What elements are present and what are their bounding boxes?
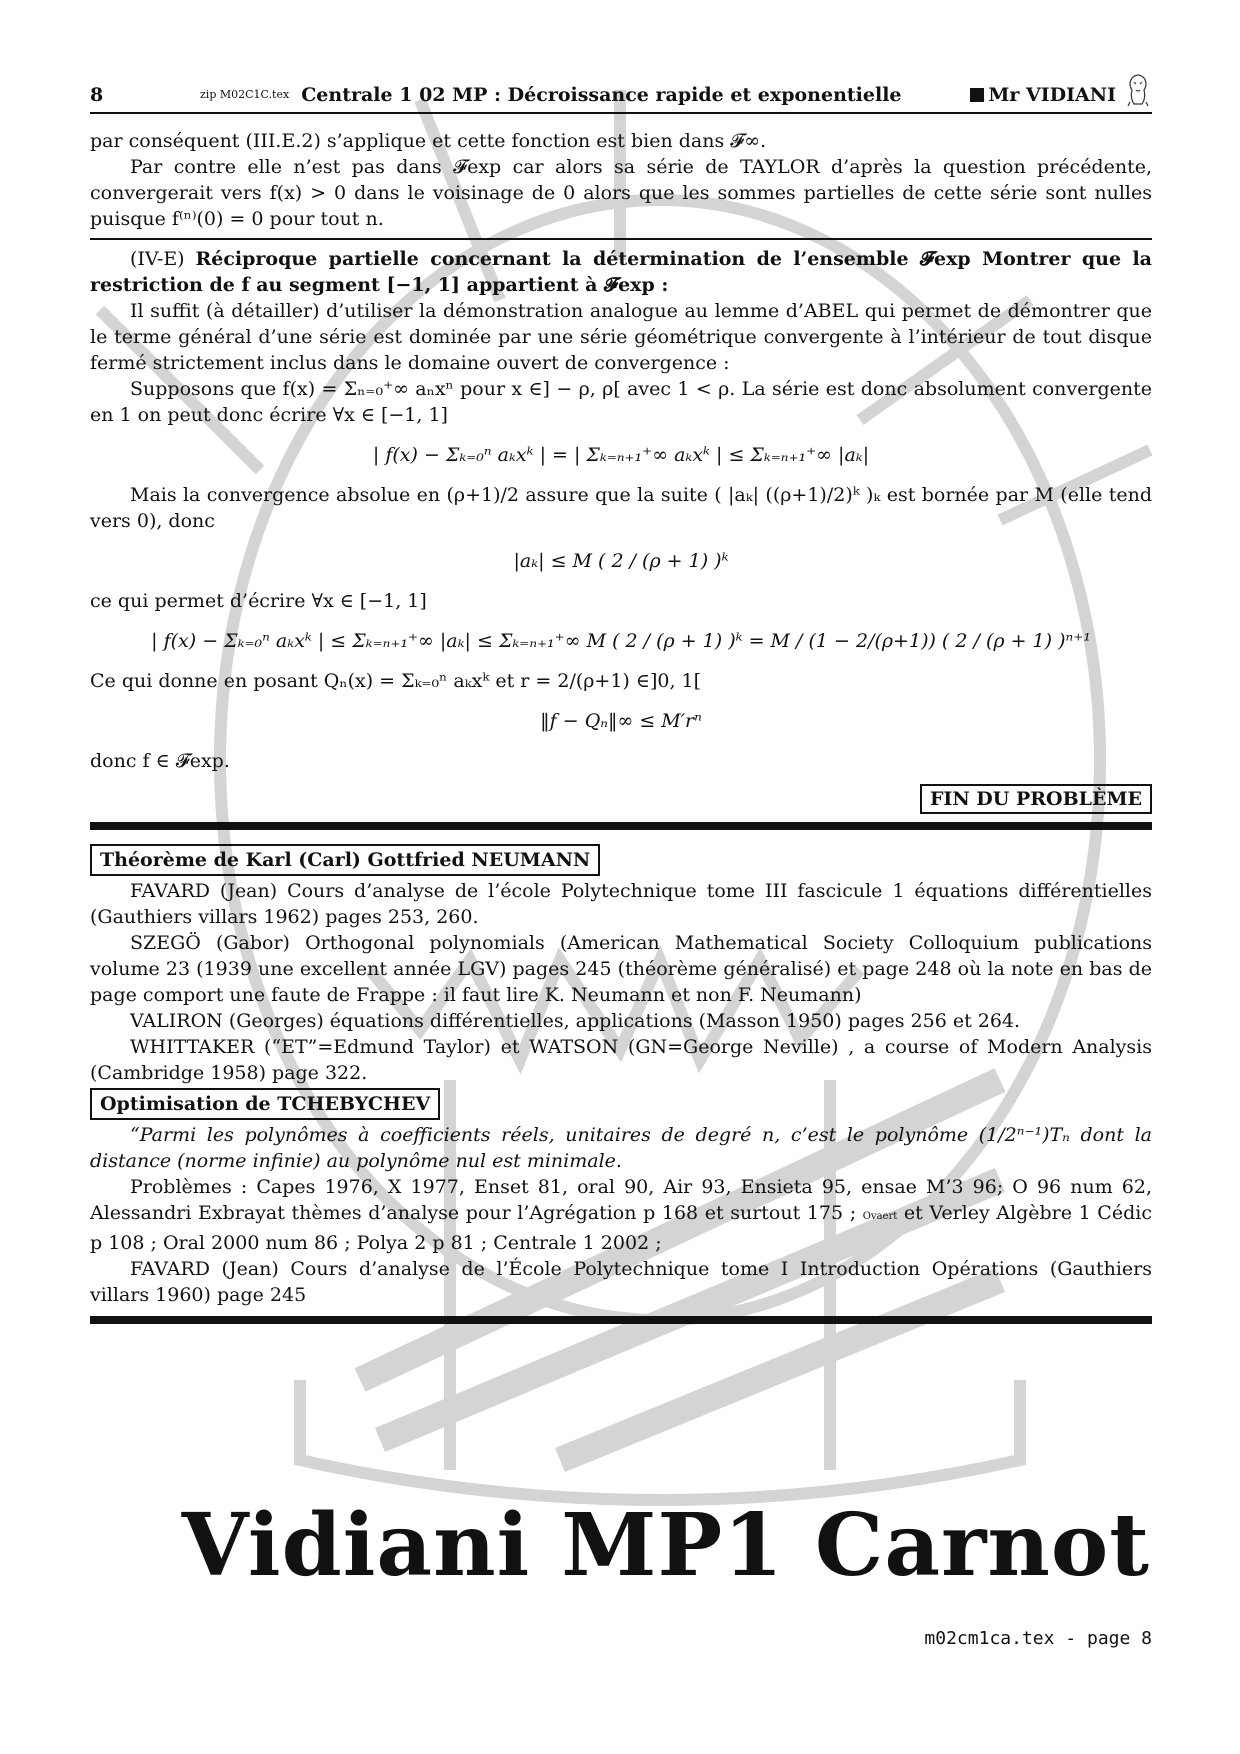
thick-divider-2 <box>90 1316 1152 1324</box>
brand-title: Vidiani MP1 Carnot <box>181 1495 1150 1596</box>
equation-3-text: | f(x) − Σₖ₌₀ⁿ aₖxᵏ | ≤ Σₖ₌ₙ₊₁⁺∞ |aₖ| ≤ Σₖ₌ₙ₊₁⁺∞ M ( 2 / (ρ + 1) )ᵏ = M / (1 − 2/(ρ+1)) ( 2 / (ρ + 1) )ⁿ⁺¹ <box>151 630 1091 652</box>
equation-1-text: | f(x) − Σₖ₌₀ⁿ aₖxᵏ | = | Σₖ₌ₙ₊₁⁺∞ aₖxᵏ | ≤ Σₖ₌ₙ₊₁⁺∞ |aₖ| <box>372 444 870 466</box>
end-label-wrap <box>90 784 1152 814</box>
section-heading <box>90 246 1152 298</box>
end-label: FIN DU PROBLÈME <box>920 784 1152 814</box>
section-paragraph-3: Mais la convergence absolue en (ρ+1)/2 assure que la suite ( |aₖ| ((ρ+1)/2)ᵏ )ₖ est bornée par M (elle tend vers 0), donc <box>90 484 1152 532</box>
problems-small: Ovaert <box>862 1211 898 1222</box>
section-divider <box>90 238 1152 246</box>
neumann-ref-1: FAVARD (Jean) Cours d’analyse de l’école Polytechnique tome III fascicule 1 équations différentielles (Gauthiers villars 1962) pages 253, 260. <box>90 880 1152 928</box>
problems-text-a: Problèmes : Capes 1976, X 1977, Enset 81, oral 90, Air 93, Ensieta 95, ensae M’3 96; O 96 num 62, Alessandri Exbrayat thèmes d’analyse pour l’Agrégation p 168 et surtout 175 ; <box>90 1176 1152 1224</box>
section-paragraph-2: Supposons que f(x) = Σₙ₌₀⁺∞ aₙxⁿ pour x ∈] − ρ, ρ[ avec 1 < ρ. La série est donc absolument convergente en 1 on peut donc écrire ∀x ∈ [−1, 1] <box>90 378 1152 426</box>
intro-paragraph: Par contre elle n’est pas dans 𝓕exp car alors sa série de TAYLOR d’après la question précédente, convergerait vers f(x) > 0 dans le voisinage de 0 alors que les sommes partielles de cette série sont nulles puisque f⁽ⁿ⁾(0) = 0 pour tout n. <box>90 156 1152 230</box>
square-icon <box>970 88 984 102</box>
footer-file: m02cm1ca.tex - page 8 <box>924 1628 1152 1649</box>
header-page-number: 8 <box>90 84 104 106</box>
tchebychev-problems <box>90 1174 1152 1256</box>
content <box>90 72 1152 1336</box>
equation-4-text: ‖f − Qₙ‖∞ ≤ M′rⁿ <box>540 710 702 732</box>
neumann-ref-3: VALIRON (Georges) équations différentielles, applications (Masson 1950) pages 256 et 264. <box>130 1010 1021 1032</box>
header-title: Centrale 1 02 MP : Décroissance rapide et exponentielle <box>301 84 902 106</box>
page-header <box>90 72 1152 114</box>
tchebychev-quote: “Parmi les polynômes à coefficients réels, unitaires de degré n, c’est le polynôme (1/2ⁿ⁻¹)Tₙ dont la distance (norme infinie) au polynôme nul est minimale. <box>90 1124 1152 1172</box>
neumann-ref-2: SZEGÖ (Gabor) Orthogonal polynomials (American Mathematical Society Colloquium publications volume 23 (1939 une excellent année LGV) pages 245 (théorème généralisé) et page 248 où la note en bas de page comport une faute de Frappe : il faut lire K. Neumann et non F. Neumann) <box>90 932 1152 1006</box>
section-paragraph-1: Il suffit (à détailler) d’utiliser la démonstration analogue au lemme d’ABEL qui permet de démontrer que le terme général d’une série est dominée par une série géométrique convergente à l’intérieur de tout disque fermé strictement inclus dans le domaine ouvert de convergence : <box>90 300 1152 374</box>
intro-line: par conséquent (III.E.2) s’applique et cette fonction est bien dans 𝓕∞. <box>90 130 767 152</box>
equation-2 <box>90 548 1152 574</box>
equation-4 <box>90 708 1152 734</box>
section-label: (IV-E) <box>130 248 185 270</box>
section-paragraph-6: donc f ∈ 𝓕exp. <box>90 750 230 772</box>
section-title: Réciproque partielle concernant la détermination de l’ensemble 𝓕exp Montrer que la restriction de f au segment [−1, 1] appartient à 𝓕exp : <box>90 248 1152 296</box>
tchebychev-ref: FAVARD (Jean) Cours d’analyse de l’École Polytechnique tome I Introduction Opérations (Gauthiers villars 1960) page 245 <box>90 1258 1152 1306</box>
header-zip-label: zip M02C1C.tex <box>200 88 290 101</box>
thick-divider-1 <box>90 822 1152 830</box>
brand-wrap <box>0 1495 1240 1596</box>
equation-2-text: |aₖ| ≤ M ( 2 / (ρ + 1) )ᵏ <box>513 550 729 572</box>
equation-1 <box>90 442 1152 468</box>
section-paragraph-5: Ce qui donne en posant Qₙ(x) = Σₖ₌₀ⁿ aₖxᵏ et r = 2/(ρ+1) ∈]0, 1[ <box>90 670 702 692</box>
problems-text-b: et Verley Algèbre 1 Cédic p 108 ; Oral 2000 num 86 ; Polya 2 p 81 ; Centrale 1 2002 ; <box>90 1202 1152 1254</box>
tchebychev-title: Optimisation de TCHEBYCHEV <box>90 1088 440 1120</box>
header-author <box>970 82 1116 108</box>
section-paragraph-4: ce qui permet d’écrire ∀x ∈ [−1, 1] <box>90 590 427 612</box>
author-name: Mr VIDIANI <box>988 84 1116 106</box>
equation-3 <box>90 628 1152 654</box>
neumann-ref-4: WHITTAKER (“ET”=Edmund Taylor) et WATSON (GN=George Neville) , a course of Modern Analysis (Cambridge 1958) page 322. <box>90 1036 1152 1084</box>
neumann-title: Théorème de Karl (Carl) Gottfried NEUMANN <box>90 844 600 876</box>
lion-logo-icon <box>1124 72 1152 108</box>
